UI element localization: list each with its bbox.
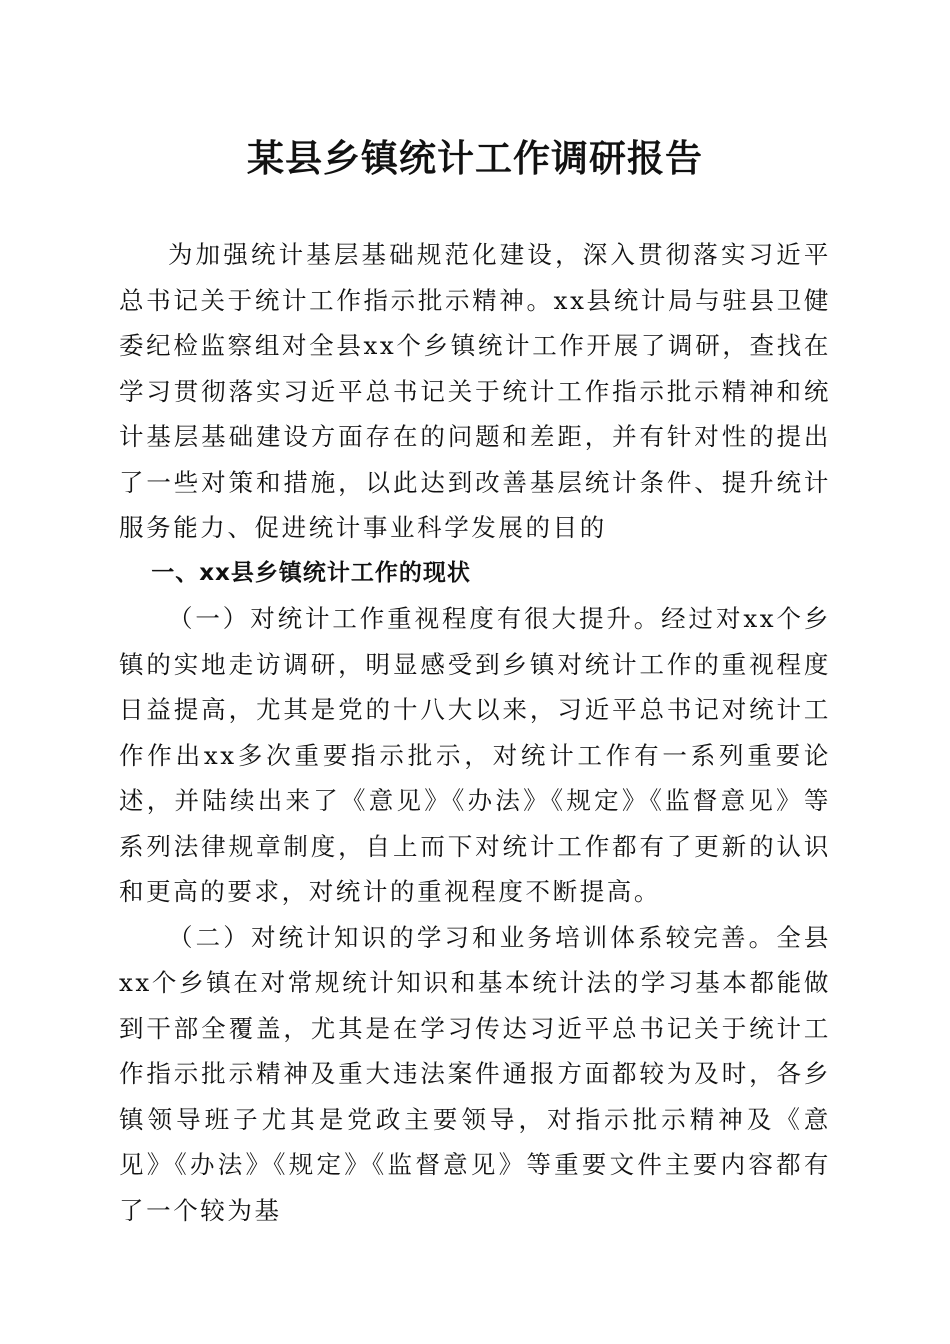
paragraph-2-lead: （二）对统计知识的学习和业务培训体系较完善。	[168, 922, 777, 952]
document-title: 某县乡镇统计工作调研报告	[247, 136, 703, 180]
paragraph-1-lead: （一）对统计工作重视程度有很大提升。	[168, 604, 662, 633]
paragraph-1	[119, 596, 831, 915]
paragraph-2	[119, 915, 831, 1234]
document-body	[119, 232, 831, 1233]
paragraph-1-body: 经过对xx个乡镇的实地走访调研，明显感受到乡镇对统计工作的重视程度日益提高，尤其是党的十八大以来，习近平总书记对统计工作作出xx多次重要指示批示，对统计工作有一系列重要论述，并陆续出来了《意见》《办法》《规定》《监督意见》等系列法律规章制度，自上而下对统计工作都有了更新的认识和更高的要求，对统计的重视程度不断提高。	[119, 604, 831, 906]
intro-paragraph: 为加强统计基层基础规范化建设，深入贯彻落实习近平总书记关于统计工作指示批示精神。xx县统计局与驻县卫健委纪检监察组对全县xx个乡镇统计工作开展了调研，查找在学习贯彻落实习近平总书记关于统计工作指示批示精神和统计基层基础建设方面存在的问题和差距，并有针对性的提出了一些对策和措施，以此达到改善基层统计条件、提升统计服务能力、促进统计事业科学发展的目的	[119, 240, 831, 542]
section-heading: 一、xx县乡镇统计工作的现状	[151, 559, 471, 586]
paragraph-2-body: 全县xx个乡镇在对常规统计知识和基本统计法的学习基本都能做到干部全覆盖，尤其是在学习传达习近平总书记关于统计工作指示批示精神及重大违法案件通报方面都较为及时，各乡镇领导班子尤其是党政主要领导，对指示批示精神及《意见》《办法》《规定》《监督意见》等重要文件主要内容都有了一个较为基	[119, 922, 831, 1225]
